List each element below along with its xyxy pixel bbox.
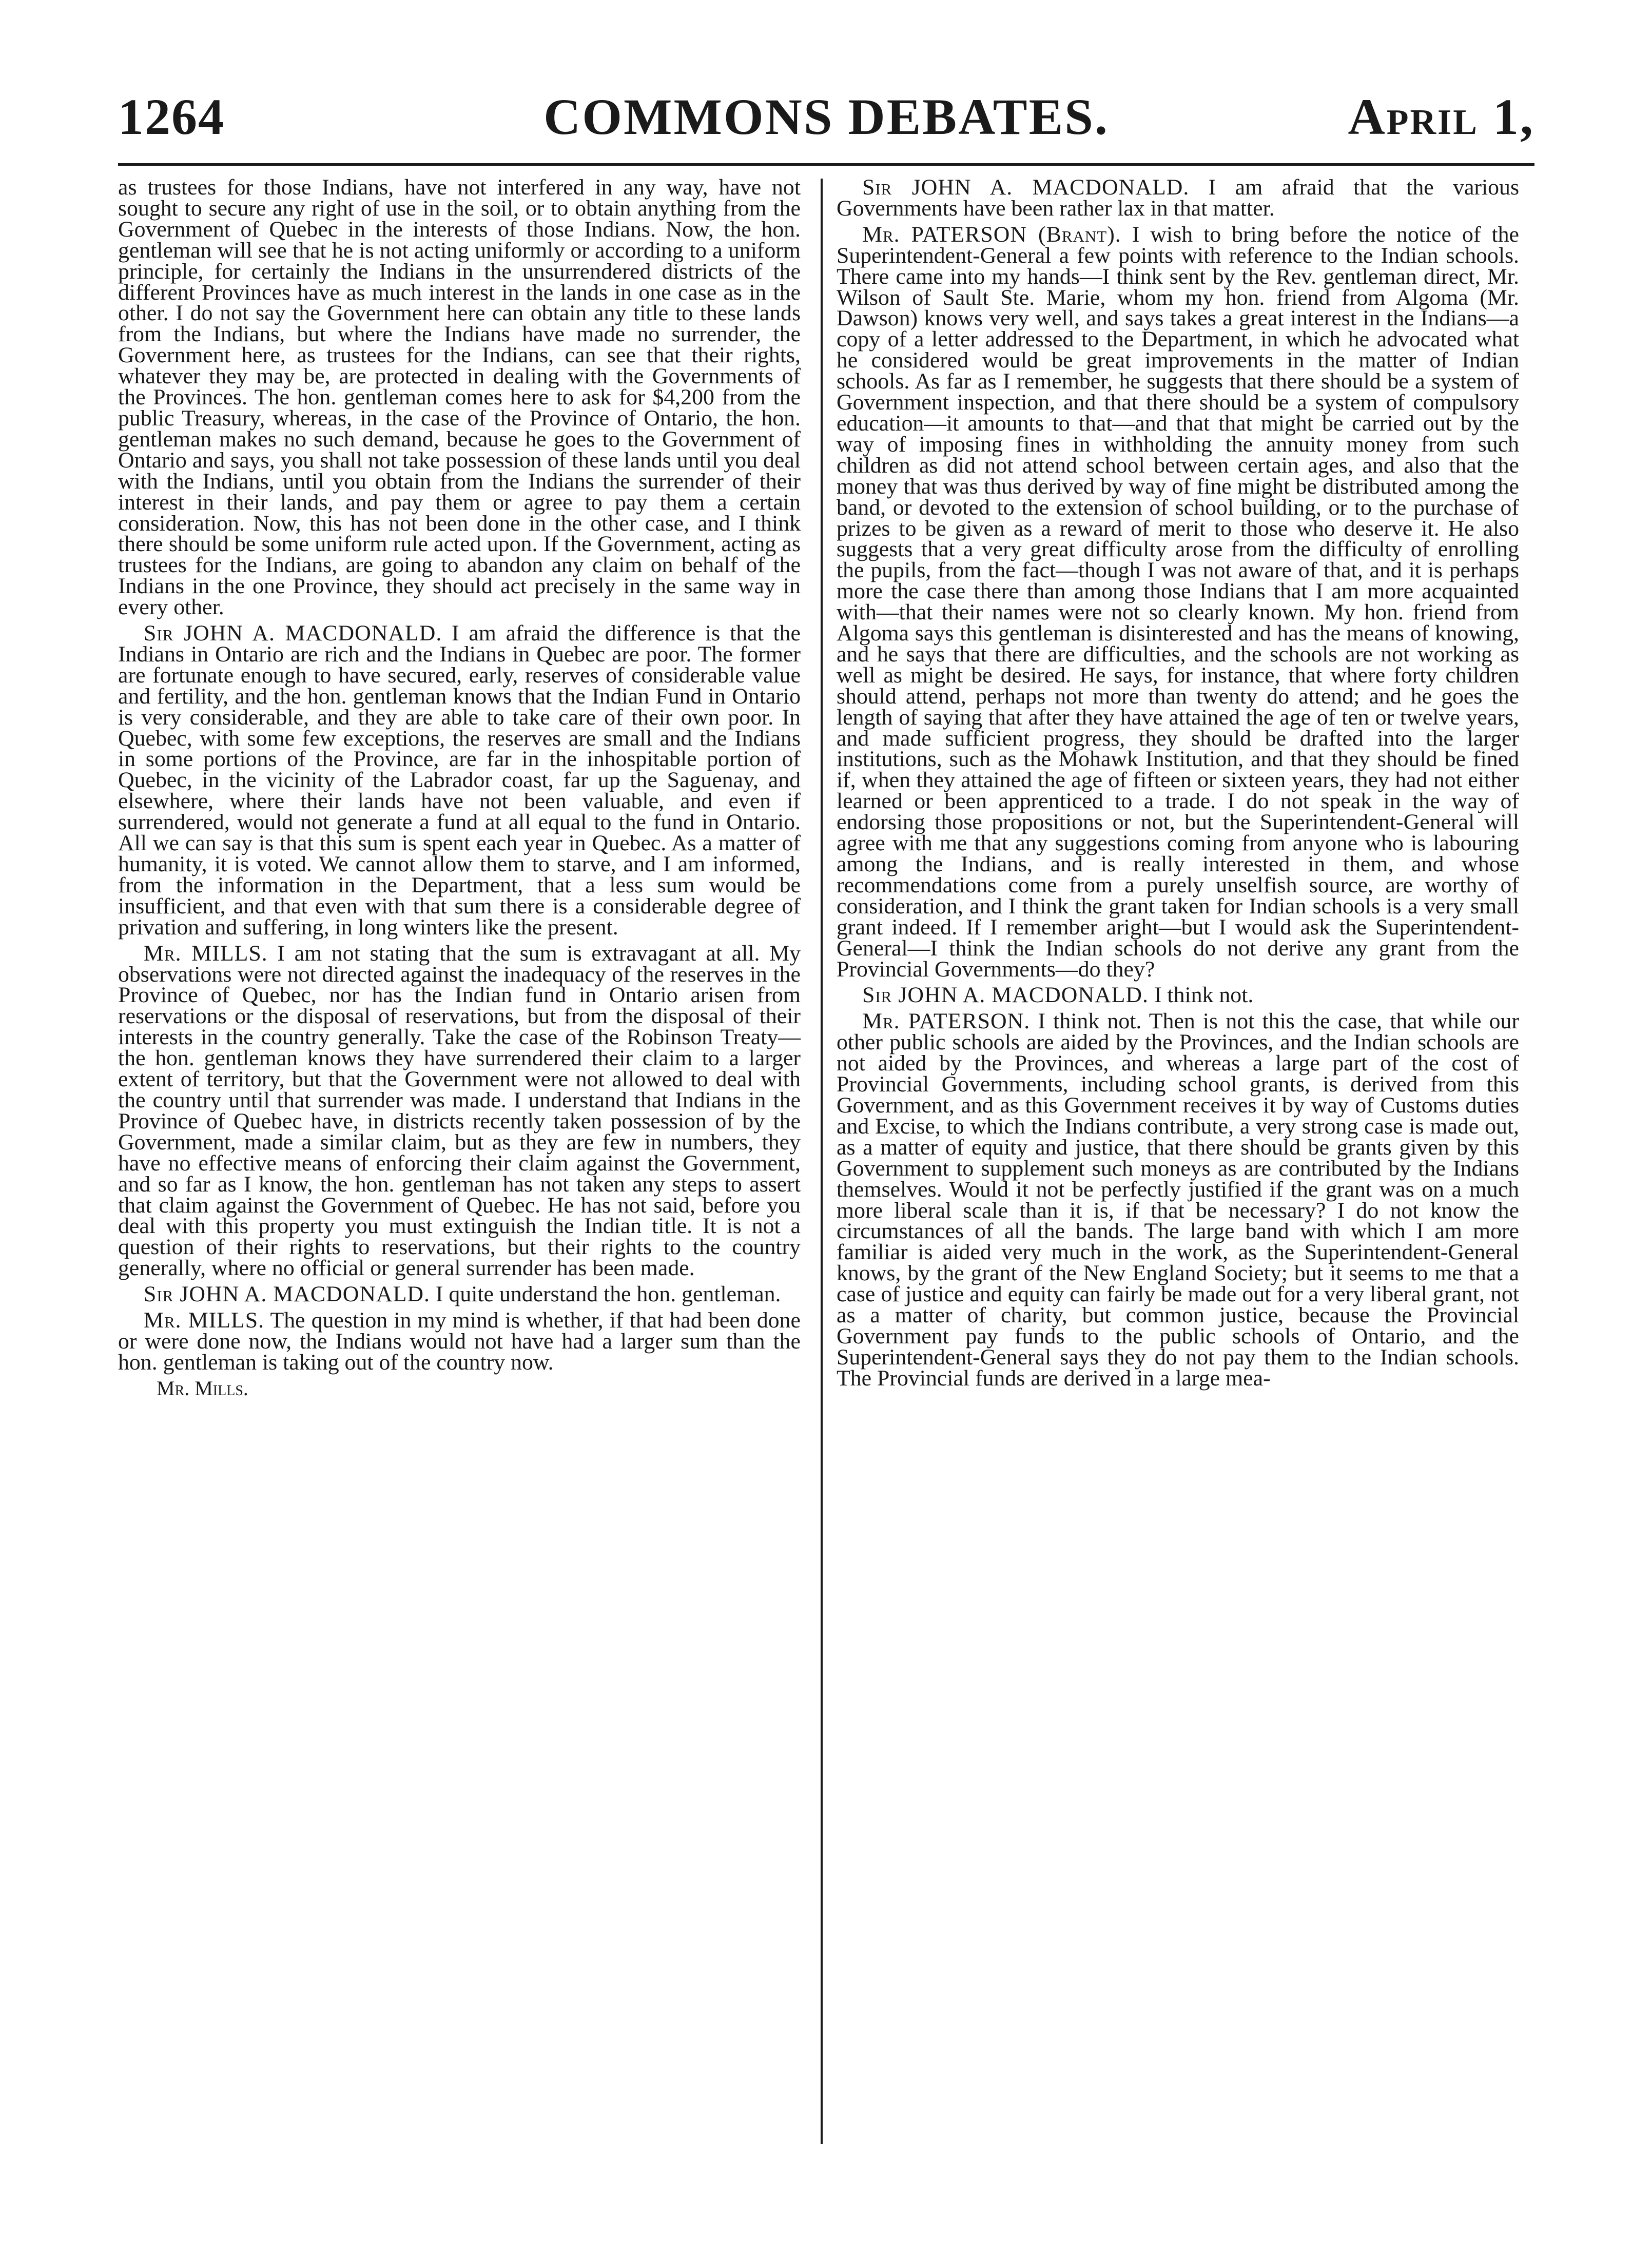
- page-number: 1264: [118, 88, 225, 145]
- page-header: [118, 87, 1534, 164]
- paragraph: [118, 177, 801, 618]
- paragraph: [837, 1011, 1519, 1389]
- speech-text: I am afraid that the various Governments have been rather lax in that matter.: [837, 175, 1519, 221]
- column-divider: [821, 179, 823, 2144]
- right-column: [837, 177, 1519, 1394]
- paragraph: [118, 943, 801, 1279]
- left-column: [118, 177, 801, 1399]
- footer-signature: Mr. Mills.: [157, 1376, 248, 1400]
- speech-text: I am afraid the difference is that the Indians in Ontario are rich and the Indians in Quebec are poor. The former are fortunate enough to have secured, early, reserves of considerable value and fertility, and the hon. gentleman knows that the Indian Fund in Ontario is very considerable, and they are able to take care of their own poor. In Quebec, with some few exceptions, the reserves are small and the Indians in some portions of the Province, are far in the inhospitable portion of Quebec, in the vicinity of the Labrador coast, far up the Saguenay, and elsewhere, where their lands have not been valuable, and even if surrendered, would not generate a fund at all equal to the fund in Ontario. All we can say is that this sum is spent each year in Quebec. As a matter of humanity, it is voted. We cannot allow them to starve, and I am informed, from the information in the Department, that a less sum would be insufficient, and that even with that sum there is a considerable degree of privation and suffering, in long winters like the present.: [118, 621, 801, 940]
- page-title: COMMONS DEBATES.: [543, 88, 1109, 145]
- speaker-name: Mr. MILLS.: [144, 1308, 265, 1333]
- speaker-name: Sir JOHN A. MACDONALD.: [144, 1282, 430, 1307]
- speech-text: I think not. Then is not this the case, that while our other public schools are aided by the Provinces, and the Indian schools are not aided by the Provinces, and whereas a large part of the cost of Provincial Governments, including school grants, is derived from this Government, and as this Government receives it by way of Customs duties and Excise, to which the Indians contribute, a very strong case is made out, as a matter of equity and justice, that there should be grants given by this Government to supplement such moneys as are contributed by the Indians themselves. Would it not be perfectly justified if the grant was on a much more liberal scale than it is, if that be necessary? I do not know the circumstances of all the bands. The large band with which I am more familiar is aided very much in the work, as the Superintendent-General knows, by the grant of the New England Society; but it seems to me that a case of justice and equity can fairly be made out for a very liberal grant, not as a matter of charity, but common justice, because the Provincial Government pay funds to the public schools of Ontario, and the Superintendent-General says they do not pay them to the Indian schools. The Provincial funds are derived in a large mea-: [837, 1009, 1519, 1391]
- speech-text: I am not stating that the sum is extravagant at all. My observations were not directed against the inadequacy of the reserves in the Province of Quebec, nor has the Indian fund in Ontario arisen from reservations or the disposal of reservations, but from the disposal of their interests in the country generally. Take the case of the Robinson Treaty—the hon. gentleman knows they have surrendered their claim to a larger extent of territory, but that the Government were not allowed to deal with the country until that surrender was made. I understand that Indians in the Province of Quebec have, in districts recently taken possession of by the Government, made a similar claim, but as they are few in numbers, they have no effective means of enforcing their claim against the Government, and so far as I know, the hon. gentleman has not taken any steps to assert that claim against the Government of Quebec. He has not said, before you deal with this property you must extinguish the Indian title. It is not a question of their rights to reservations, but their rights to the country generally, where no official or general surrender has been made.: [118, 941, 801, 1281]
- speaker-name: Sir JOHN A. MACDONALD.: [862, 175, 1190, 200]
- paragraph: [837, 985, 1519, 1006]
- speech-text: I wish to bring before the notice of the Superintendent-General a few points with reference to the Indian schools. There came into my hands—I think sent by the Rev. gentleman direct, Mr. Wilson of Sault Ste. Marie, whom my hon. friend from Algoma (Mr. Dawson) knows very well, and says takes a great interest in the Indians—a copy of a letter addressed to the Department, in which he advocated what he considered would be great improvements in the matter of Indian schools. As far as I remember, he suggests that there should be a system of Government inspection, and that there should be a system of compulsory education—it amounts to that—and that that might be carried out by the way of imposing fines in withholding the annuity money from such children as did not attend school between certain ages, and also that the money that was thus derived by way of fine might be distributed among the band, or devoted to the extension of school building, or to the purchase of prizes to be given as a reward of merit to those who deserve it. He also suggests that a very great difficulty arose from the difficulty of enrolling the pupils, from the fact—though I was not aware of that, and it is perhaps more the case there than among those Indians that I am more acquainted with—that their names were not so clearly known. My hon. friend from Algoma says this gentleman is disinterested and has the means of knowing, and he says that there are difficulties, and the schools are not working as well as might be desired. He says, for instance, that where forty children should attend, perhaps not more than twenty do attend; and he goes the length of saying that after they have attained the age of ten or twelve years, and made sufficient progress, they should be drafted into the larger institutions, such as the Mohawk Institution, and that they should be fined if, when they attained the age of fifteen or sixteen years, they had not either learned or been apprenticed to a trade. I do not speak in the way of endorsing those propositions or not, but the Superintendent-General will agree with me that any suggestions coming from anyone who is labouring among the Indians, and is really interested in them, and whose recommendations come from a purely unselfish source, are worthy of consideration, and I think the grant taken for Indian schools is a very small grant indeed. If I remember aright—but I would ask the Superintendent-General—I think the Indian schools do not derive any grant from the Provincial Governments—do they?: [837, 222, 1519, 982]
- speaker-name: Mr. PATERSON.: [862, 1009, 1031, 1034]
- speaker-name: Mr. PATERSON (Brant).: [862, 222, 1121, 247]
- paragraph: [118, 1284, 801, 1305]
- paragraph: [118, 1310, 801, 1373]
- speech-text: The question in my mind is whether, if that had been done or were done now, the Indians would not have had a larger sum than the hon. gentleman is taking out of the country now.: [118, 1308, 801, 1375]
- speaker-name: Sir JOHN A. MACDONALD.: [144, 621, 442, 646]
- speech-text: I think not.: [1154, 983, 1254, 1008]
- paragraph: [837, 177, 1519, 219]
- paragraph: [118, 623, 801, 938]
- speaker-name: Mr. MILLS.: [144, 941, 268, 966]
- paragraph: [837, 224, 1519, 980]
- speech-text: I quite understand the hon. gentleman.: [435, 1282, 781, 1307]
- header-rule: [118, 163, 1534, 166]
- speaker-name: Sir JOHN A. MACDONALD.: [862, 983, 1149, 1008]
- page-date: April 1,: [1348, 88, 1534, 145]
- speech-text: as trustees for those Indians, have not interfered in any way, have not sought to secure any right of use in the soil, or to obtain anything from the Government of Quebec in the interests of those Indians. Now, the hon. gentleman will see that he is not acting uniformly or according to a uniform principle, for certainly the Indians in the unsurrendered districts of the different Provinces have as much interest in the lands in one case as in the other. I do not say the Government here can obtain any title to these lands from the Indians, but where the Indians have made no surrender, the Government here, as trustees for the Indians, can see that their rights, whatever they may be, are protected in dealing with the Governments of the Provinces. The hon. gentleman comes here to ask for $4,200 from the public Treasury, whereas, in the case of the Province of Ontario, the hon. gentleman makes no such demand, because he goes to the Government of Ontario and says, you shall not take possession of these lands until you deal with the Indians, until you obtain from the Indians the surrender of their interest in their lands, and pay them or agree to pay them a certain consideration. Now, this has not been done in the other case, and I think there should be some uniform rule acted upon. If the Government, acting as trustees for the Indians, are going to abandon any claim on behalf of the Indians in the one Province, they should act precisely in the same way in every other.: [118, 175, 801, 620]
